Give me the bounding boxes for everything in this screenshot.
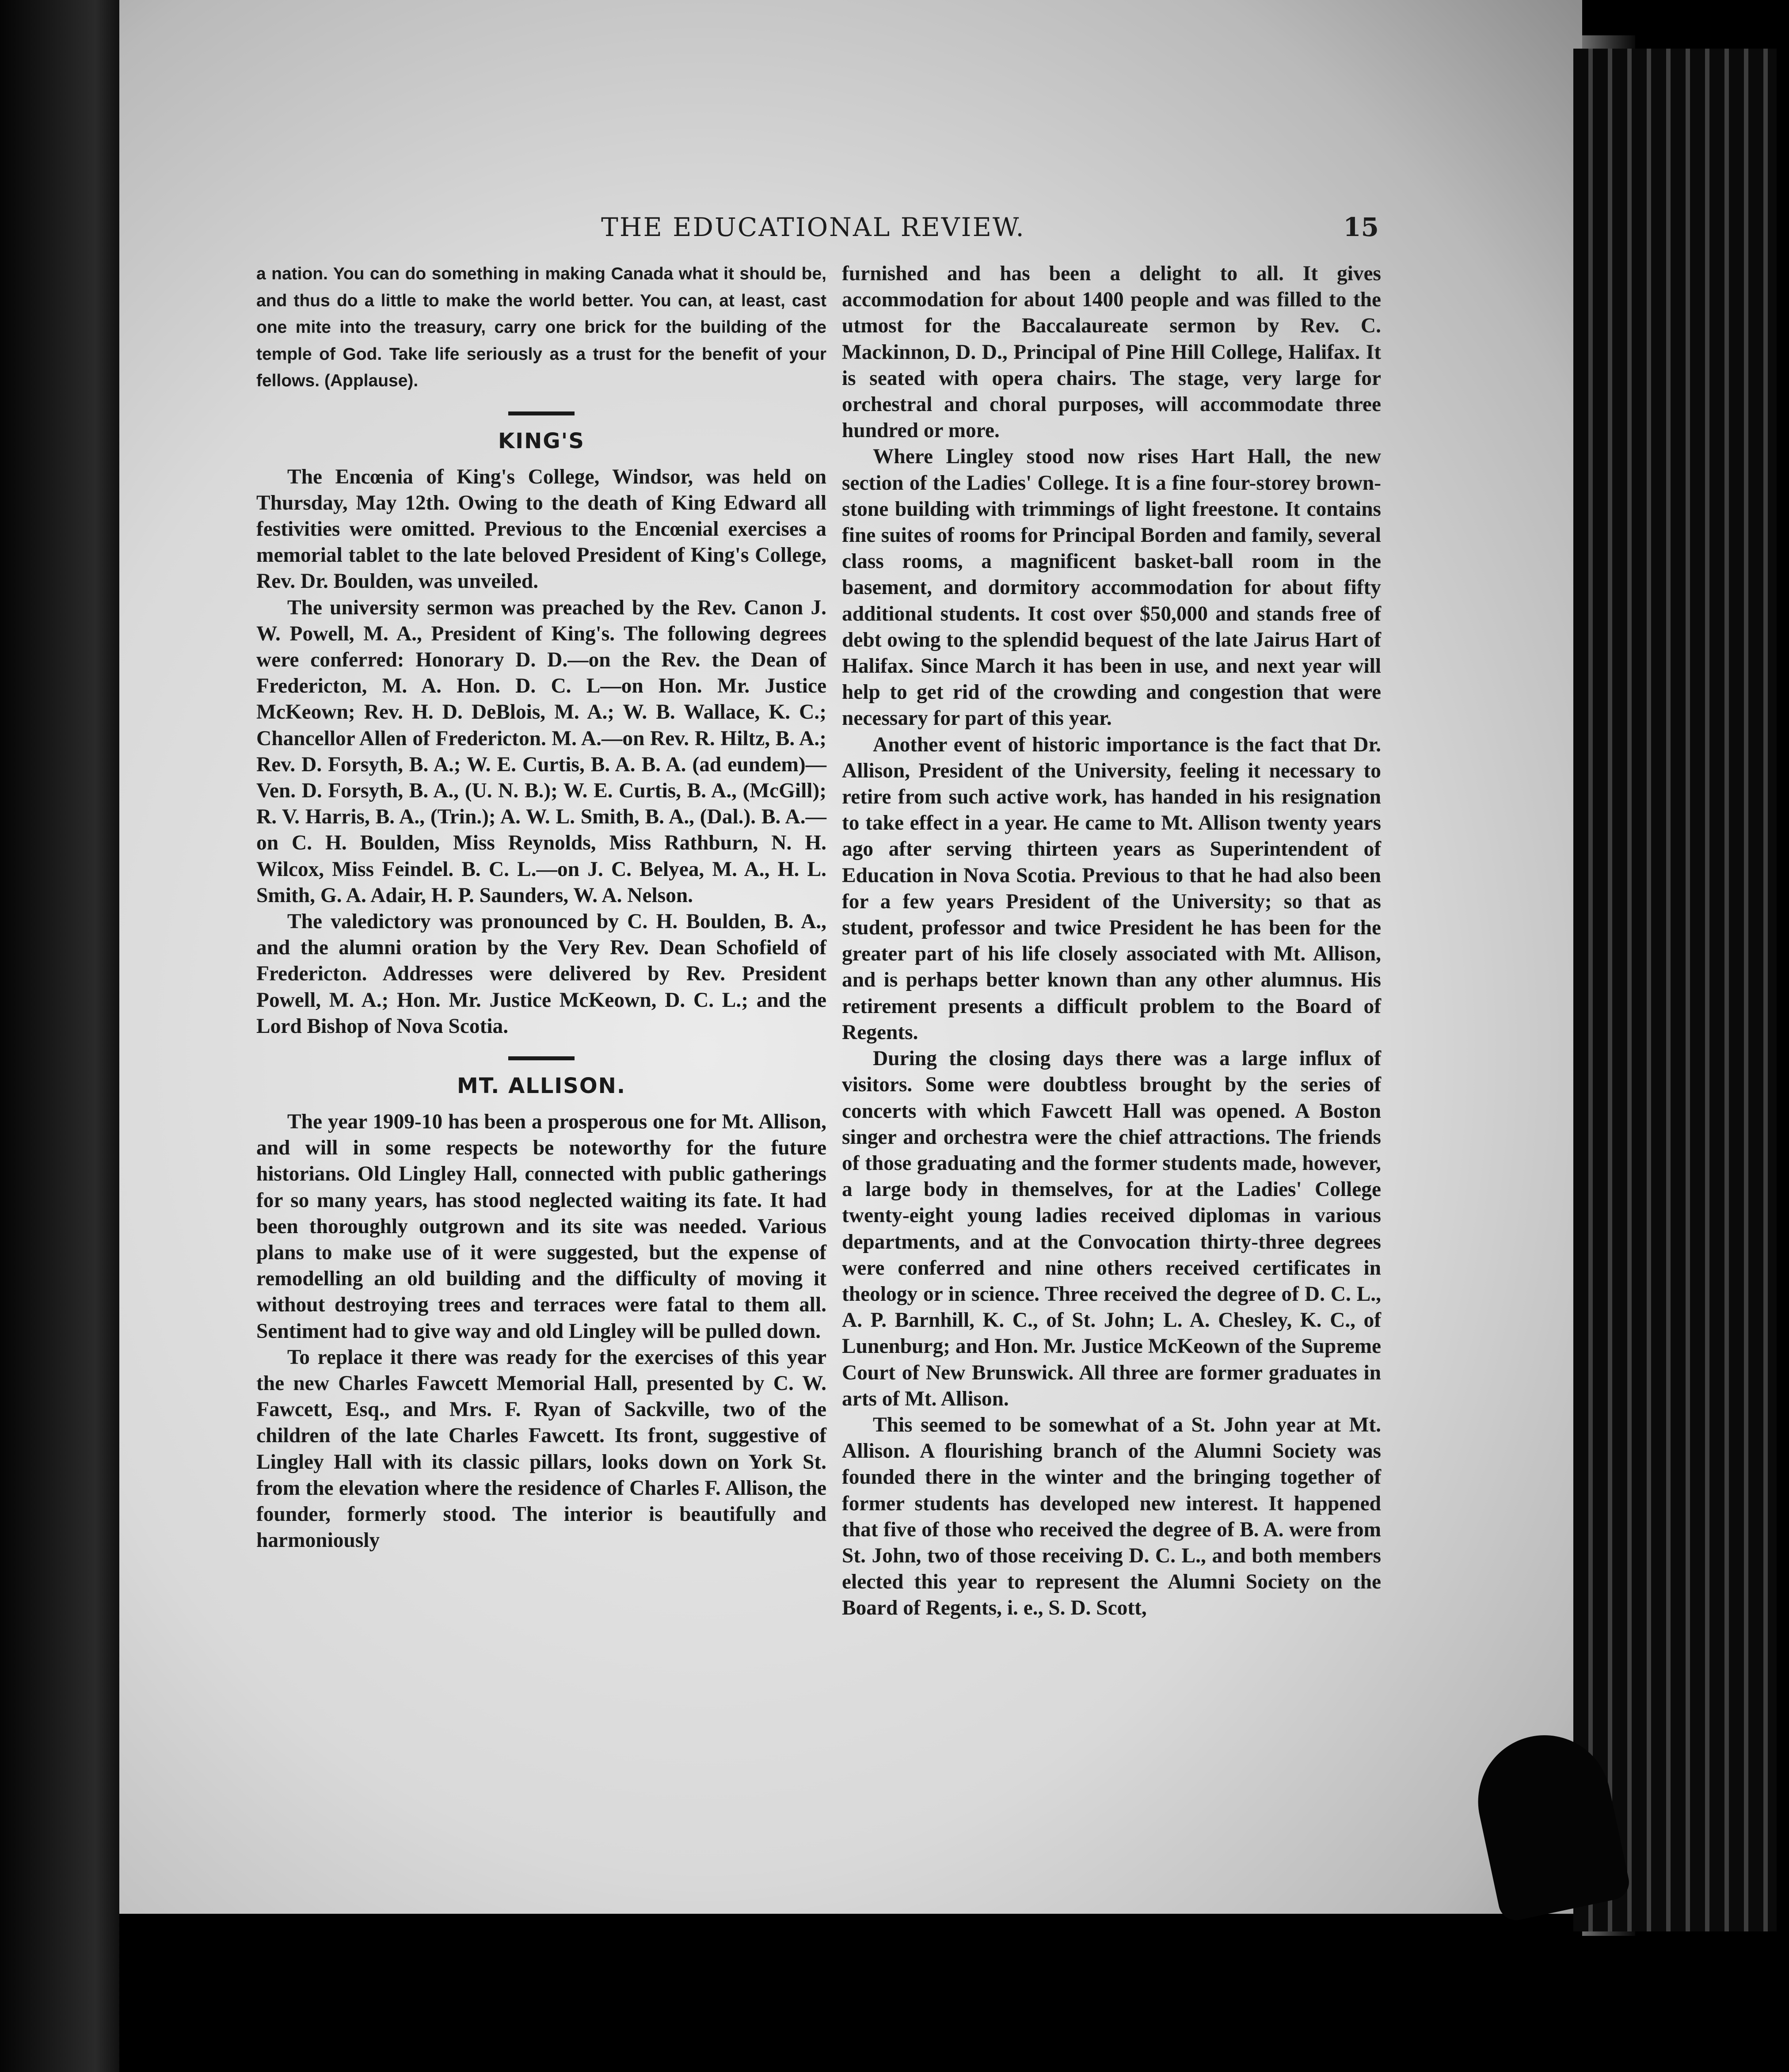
running-header <box>247 212 1379 248</box>
kings-paragraph-2: The university sermon was preached by the Rev. Canon J. W. Powell, M. A., President of King's. The following degrees were conferred: Honorary D. D.—on the Rev. the Dean of Fredericton, M. A. Hon. D. C. L—on Hon. Mr. Justice McKeown; Rev. H. D. DeBlois, M. A.; W. B. Wallace, K. C.; Chancellor Allen of Fredericton. M. A.—on Rev. R. Hiltz, B. A.; Rev. D. Forsyth, B. A.; W. E. Curtis, B. A. B. A. (ad eundem)—Ven. D. Forsyth, B. A., (U. N. B.); W. E. Curtis, B. A., (McGill); R. V. Harris, B. A., (Trin.); A. W. L. Smith, B. A., (Dal.). B. A.—on C. H. Boulden, Miss Reynolds, Miss Rathburn, N. H. Wilcox, Miss Feindel. B. C. L.—on J. C. Belyea, M. A., H. L. Smith, G. A. Adair, H. P. Saunders, W. A. Nelson. <box>256 596 826 907</box>
right-paragraph-3: Another event of historic importance is the fact that Dr. Allison, President of the University, feeling it necessary to retire from such active work, has handed in his resignation to take effect in a year. He came to Mt. Allison twenty years ago after serving thirteen years as Superintendent of Education in Nova Scotia. Previous to that he had also been for a few years President of the University; so that as student, professor and twice President he has been for the greater part of his life closely associated with Mt. Allison, and is perhaps better known than any other alumnus. His retirement presents a difficult problem to the Board of Regents. <box>842 733 1381 1044</box>
section-heading-mt-allison: MT. ALLISON. <box>457 1073 626 1098</box>
closing-paragraph: a nation. You can do something in making Canada what it should be, and thus do a little to make the world better. You can, at least, cast one mite into the treasury, carry one brick for the building of the temple of God. Take life seriously as a trust for the benefit of your fellows. (Applause). <box>256 264 826 390</box>
kings-paragraph-3: The valedictory was pronounced by C. H. Boulden, B. A., and the alumni oration by the Very Rev. Dean Schofield of Fredericton. Addresses were delivered by Rev. President Powell, M. A.; Hon. Mr. Justice McKeown, D. C. L.; and the Lord Bishop of Nova Scotia. <box>256 910 826 1038</box>
section-divider <box>508 1056 575 1060</box>
book-page-edges <box>1573 49 1777 1931</box>
left-column <box>256 261 826 1554</box>
section-heading-kings: KING'S <box>498 428 585 453</box>
right-paragraph-1: furnished and has been a delight to all. It gives accommodation for about 1400 people and was filled to the utmost for the Baccalaureate sermon by Rev. C. Mackinnon, D. D., Principal of Pine Hill College, Halifax. It is seated with opera chairs. The stage, very large for orchestral and choral purposes, will accommodate three hundred or more. <box>842 262 1381 442</box>
right-paragraph-4: During the closing days there was a large influx of visitors. Some were doubtless brought by the series of concerts with which Fawcett Hall was opened. A Boston singer and orchestra were the chief attractions. The friends of those graduating and the former students made, however, a large body in themselves, for at the Ladies' College twenty-eight young ladies received diplomas in various departments, and at the Convocation thirty-three degrees were conferred and nine others received certificates in theology or in science. Three received the degree of D. C. L., A. P. Barnhill, K. C., of St. John; L. A. Chesley, K. C., of Lunenburg; and Hon. Mr. Justice McKeown of the Supreme Court of New Brunswick. All three are former graduates in arts of Mt. Allison. <box>842 1047 1381 1410</box>
right-paragraph-5: This seemed to be somewhat of a St. John year at Mt. Allison. A flourishing branch of the Alumni Society was founded there in the winter and the bringing together of former students has developed new interest. It happened that five of those who received the degree of B. A. were from St. John, two of those receiving D. C. L., and both members elected this year to represent the Alumni Society on the Board of Regents, i. e., S. D. Scott, <box>842 1413 1381 1620</box>
journal-title: THE EDUCATIONAL REVIEW. <box>601 212 1025 242</box>
mt-allison-paragraph-2: To replace it there was ready for the exercises of this year the new Charles Fawcett Memorial Hall, presented by C. W. Fawcett, Esq., and Mrs. F. Ryan of Sackville, two of the children of the late Charles Fawcett. Its front, suggestive of Lingley Hall with its classic pillars, looks down on York St. from the elevation where the residence of Charles F. Allison, the founder, formerly stood. The interior is beautifully and harmoniously <box>256 1345 826 1552</box>
kings-paragraph-1: The Encœnia of King's College, Windsor, was held on Thursday, May 12th. Owing to the death of King Edward all festivities were omitted. Previous to the Encœnial exercises a memorial tablet to the late beloved President of King's College, Rev. Dr. Boulden, was unveiled. <box>256 465 826 593</box>
section-divider <box>508 411 575 415</box>
right-paragraph-2: Where Lingley stood now rises Hart Hall, the new section of the Ladies' College. It is a fine four-storey brown-stone building with trimmings of light freestone. It contains fine suites of rooms for Principal Borden and family, several class rooms, a magnificent basket-ball room in the basement, and dormitory accommodation for about fifty additional students. It cost over $50,000 and stands free of debt owing to the splendid bequest of the late Jairus Hart of Halifax. Since March it has been in use, and next year will help to get rid of the crowding and congestion that were necessary for part of this year. <box>842 445 1381 730</box>
facing-page-edge <box>0 0 119 2072</box>
right-column <box>842 261 1381 1622</box>
mt-allison-paragraph-1: The year 1909-10 has been a prosperous one for Mt. Allison, and will in some respects be noteworthy for the future historians. Old Lingley Hall, connected with public gatherings for so many years, has stood neglected waiting its fate. It had been thoroughly outgrown and its site was needed. Various plans to make use of it were suggested, but the expense of remodelling an old building and the difficulty of moving it without destroying trees and terraces were fatal to them all. Sentiment had to give way and old Lingley will be pulled down. <box>256 1110 826 1343</box>
page-number: 15 <box>1343 212 1379 242</box>
